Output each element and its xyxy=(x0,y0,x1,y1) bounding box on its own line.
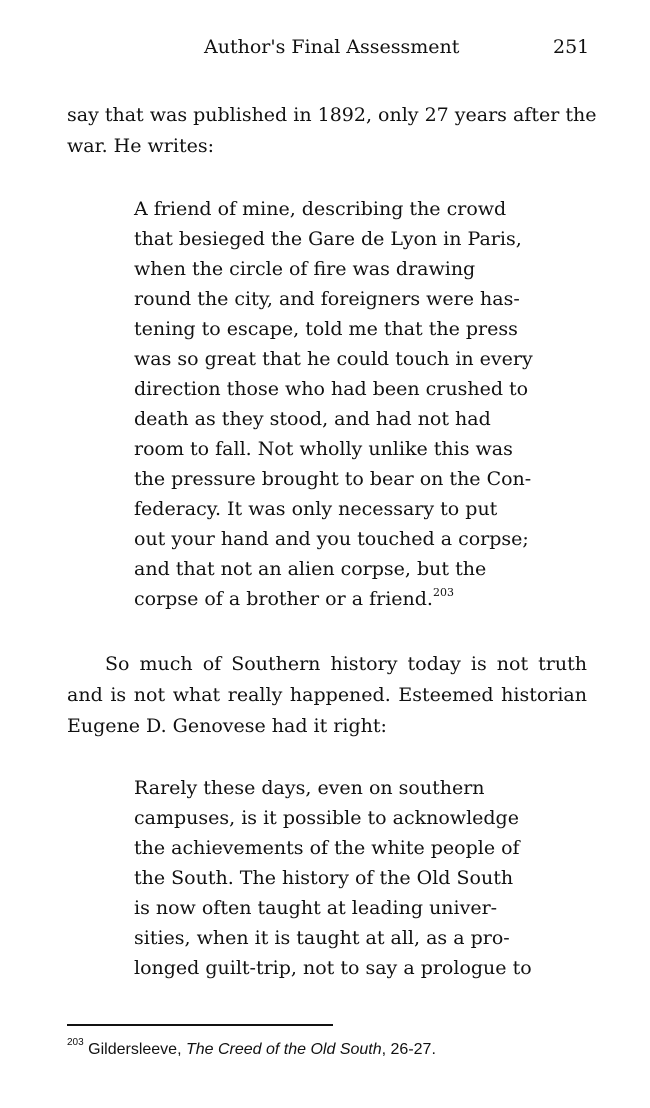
footnote-divider xyxy=(67,1024,333,1026)
text-line: say that was published in 1892, only 27 years after the xyxy=(67,104,597,126)
quote-line: the South. The history of the Old South xyxy=(134,867,514,889)
quote-line: A friend of mine, describing the crowd xyxy=(134,198,507,220)
quote-line: direction those who had been crushed to xyxy=(134,378,529,400)
quote-line: room to fall. Not wholly unlike this was xyxy=(134,438,513,460)
text-line: So much of Southern history today is not truth xyxy=(105,653,587,675)
quote-line: longed guilt-trip, not to say a prologue to xyxy=(134,957,532,979)
quote-line: the pressure brought to bear on the Con- xyxy=(134,468,532,490)
quote-text: corpse of a brother or a friend. xyxy=(134,588,433,610)
text-line: and is not what really happened. Esteemed historian xyxy=(67,684,587,706)
quote-line: sities, when it is taught at all, as a pro- xyxy=(134,927,510,949)
quote-line: is now often taught at leading univer- xyxy=(134,897,498,919)
chapter-title: Author's Final Assessment xyxy=(204,36,460,58)
quote-line: campuses, is it possible to acknowledge xyxy=(134,807,519,829)
quote-line: and that not an alien corpse, but the xyxy=(134,558,487,580)
quote-line: when the circle of fire was drawing xyxy=(134,258,476,280)
quote-line: was so great that he could touch in every xyxy=(134,348,533,370)
quote-line: Rarely these days, even on southern xyxy=(134,777,485,799)
quote-line: round the city, and foreigners were has- xyxy=(134,288,520,310)
footnote-author: Gildersleeve, xyxy=(88,1041,182,1058)
quote-line: death as they stood, and had not had xyxy=(134,408,491,430)
text-line: war. He writes: xyxy=(67,135,214,157)
footnote-pages: , 26-27. xyxy=(381,1041,436,1058)
quote-line xyxy=(134,585,454,610)
footnote xyxy=(67,1036,436,1059)
quote-line: out your hand and you touched a corpse; xyxy=(134,528,529,550)
footnote-number: 203 xyxy=(67,1036,84,1048)
quote-line: that besieged the Gare de Lyon in Paris, xyxy=(134,228,522,250)
running-header xyxy=(0,36,650,66)
quote-line: the achievements of the white people of xyxy=(134,837,520,859)
quote-line: federacy. It was only necessary to put xyxy=(134,498,498,520)
footnote-reference[interactable]: 203 xyxy=(432,585,454,599)
footnote-book-title: The Creed of the Old South xyxy=(185,1041,382,1058)
text-line: Eugene D. Genovese had it right: xyxy=(67,715,387,737)
quote-line: tening to escape, told me that the press xyxy=(134,318,518,340)
page-number: 251 xyxy=(553,36,590,58)
